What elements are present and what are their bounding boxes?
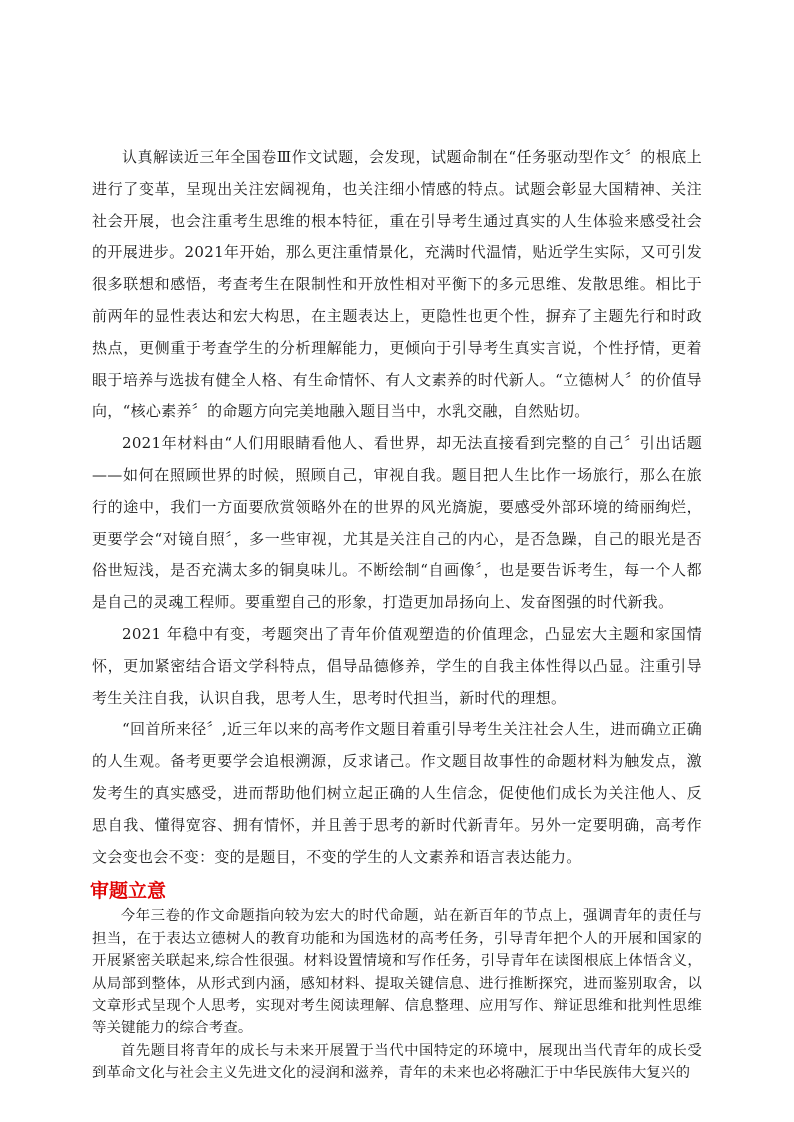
section-paragraph: 今年三卷的作文命题指向较为宏大的时代命题，站在新百年的节点上，强调青年的责任与担当，在于表达立德树人的教育功能和为国选材的高考任务，引导青年把个人的开展和国家的开展紧密关联起来,综合性很强。材料设置情境和写作任务，引导青年在读图根底上体悟含义，从局部到整体，从形式到内涵，感知材料、提取关键信息、进行推断探究，进而鉴别取舍，以文章形式呈现个人思考，实现对考生阅读理解、信息整理、应用写作、辩证思维和批判性思维等关键能力的综合考查。 — [92, 908, 702, 1037]
section-paragraph: 首先题目将青年的成长与未来开展置于当代中国特定的环境中，展现出当代青年的成长受到革命文化与社会主义先进文化的浸润和滋养，青年的未来也必将融汇于中华民族伟大复兴的 — [92, 1042, 702, 1082]
body-paragraph: 2021 年稳中有变，考题突出了青年价值观塑造的价值理念，凸显宏大主题和家国情怀，更加紧密结合语文学科特点，倡导品德修养，学生的自我主体性得以凸显。注重引导考生关注自我，认识自我，思考人生，思考时代担当，新时代的理想。 — [92, 624, 702, 707]
body-paragraph: “回首所来径〞,近三年以来的高考作文题目着重引导考生关注社会人生，进而确立正确的人生观。备考更要学会追根溯源，反求诸己。作文题目故事性的命题材料为触发点，激发考生的真实感受，进而帮助他们树立起正确的人生信念，促使他们成长为关注他人、反思自我、懂得宽容、拥有情怀，并且善于思考的新时代新青年。另外一定要明确，高考作文会变也会不变：变的是题目，不变的学生的人文素养和语言表达能力。 — [92, 720, 702, 866]
analysis-section — [92, 905, 702, 1084]
section-heading: 审题立意 — [90, 880, 167, 903]
intro-section — [92, 142, 702, 873]
body-paragraph: 认真解读近三年全国卷Ⅲ作文试题，会发现，试题命制在“任务驱动型作文〞的根底上进行了变革，呈现出关注宏阔视角，也关注细小情感的特点。试题会彰显大国精神、关注社会开展，也会注重考生思维的根本特征，重在引导考生通过真实的人生体验来感受社会的开展进步。2021年开始，那么更注重情景化，充满时代温情，贴近学生实际，又可引发很多联想和感悟，考查考生在限制性和开放性相对平衡下的多元思维、发散思维。相比于前两年的显性表达和宏大构思，在主题表达上，更隐性也更个性，摒弃了主题先行和时政热点，更侧重于考查学生的分析理解能力，更倾向于引导考生真实言说，个性抒情，更着眼于培养与选拔有健全人格、有生命情怀、有人文素养的时代新人。“立德树人〞的价值导向，“核心素养〞的命题方向完美地融入题目当中，水乳交融，自然贴切。 — [92, 148, 702, 421]
body-paragraph: 2021年材料由“人们用眼睛看他人、看世界，却无法直接看到完整的自己〞引出话题——如何在照顾世界的时候，照顾自己，审视自我。题目把人生比作一场旅行，那么在旅行的途中，我们一方面要欣赏领略外在的世界的风光旖旎，要感受外部环境的绮丽绚烂，更要学会“对镜自照〞，多一些审视，尤其是关注自己的内心，是否急躁，自己的眼光是否俗世短浅，是否充满太多的铜臭味儿。不断绘制“自画像〞，也是要告诉考生，每一个人都是自己的灵魂工程师。要重塑自己的形象，打造更加昂扬向上、发奋图强的时代新我。 — [92, 434, 702, 612]
